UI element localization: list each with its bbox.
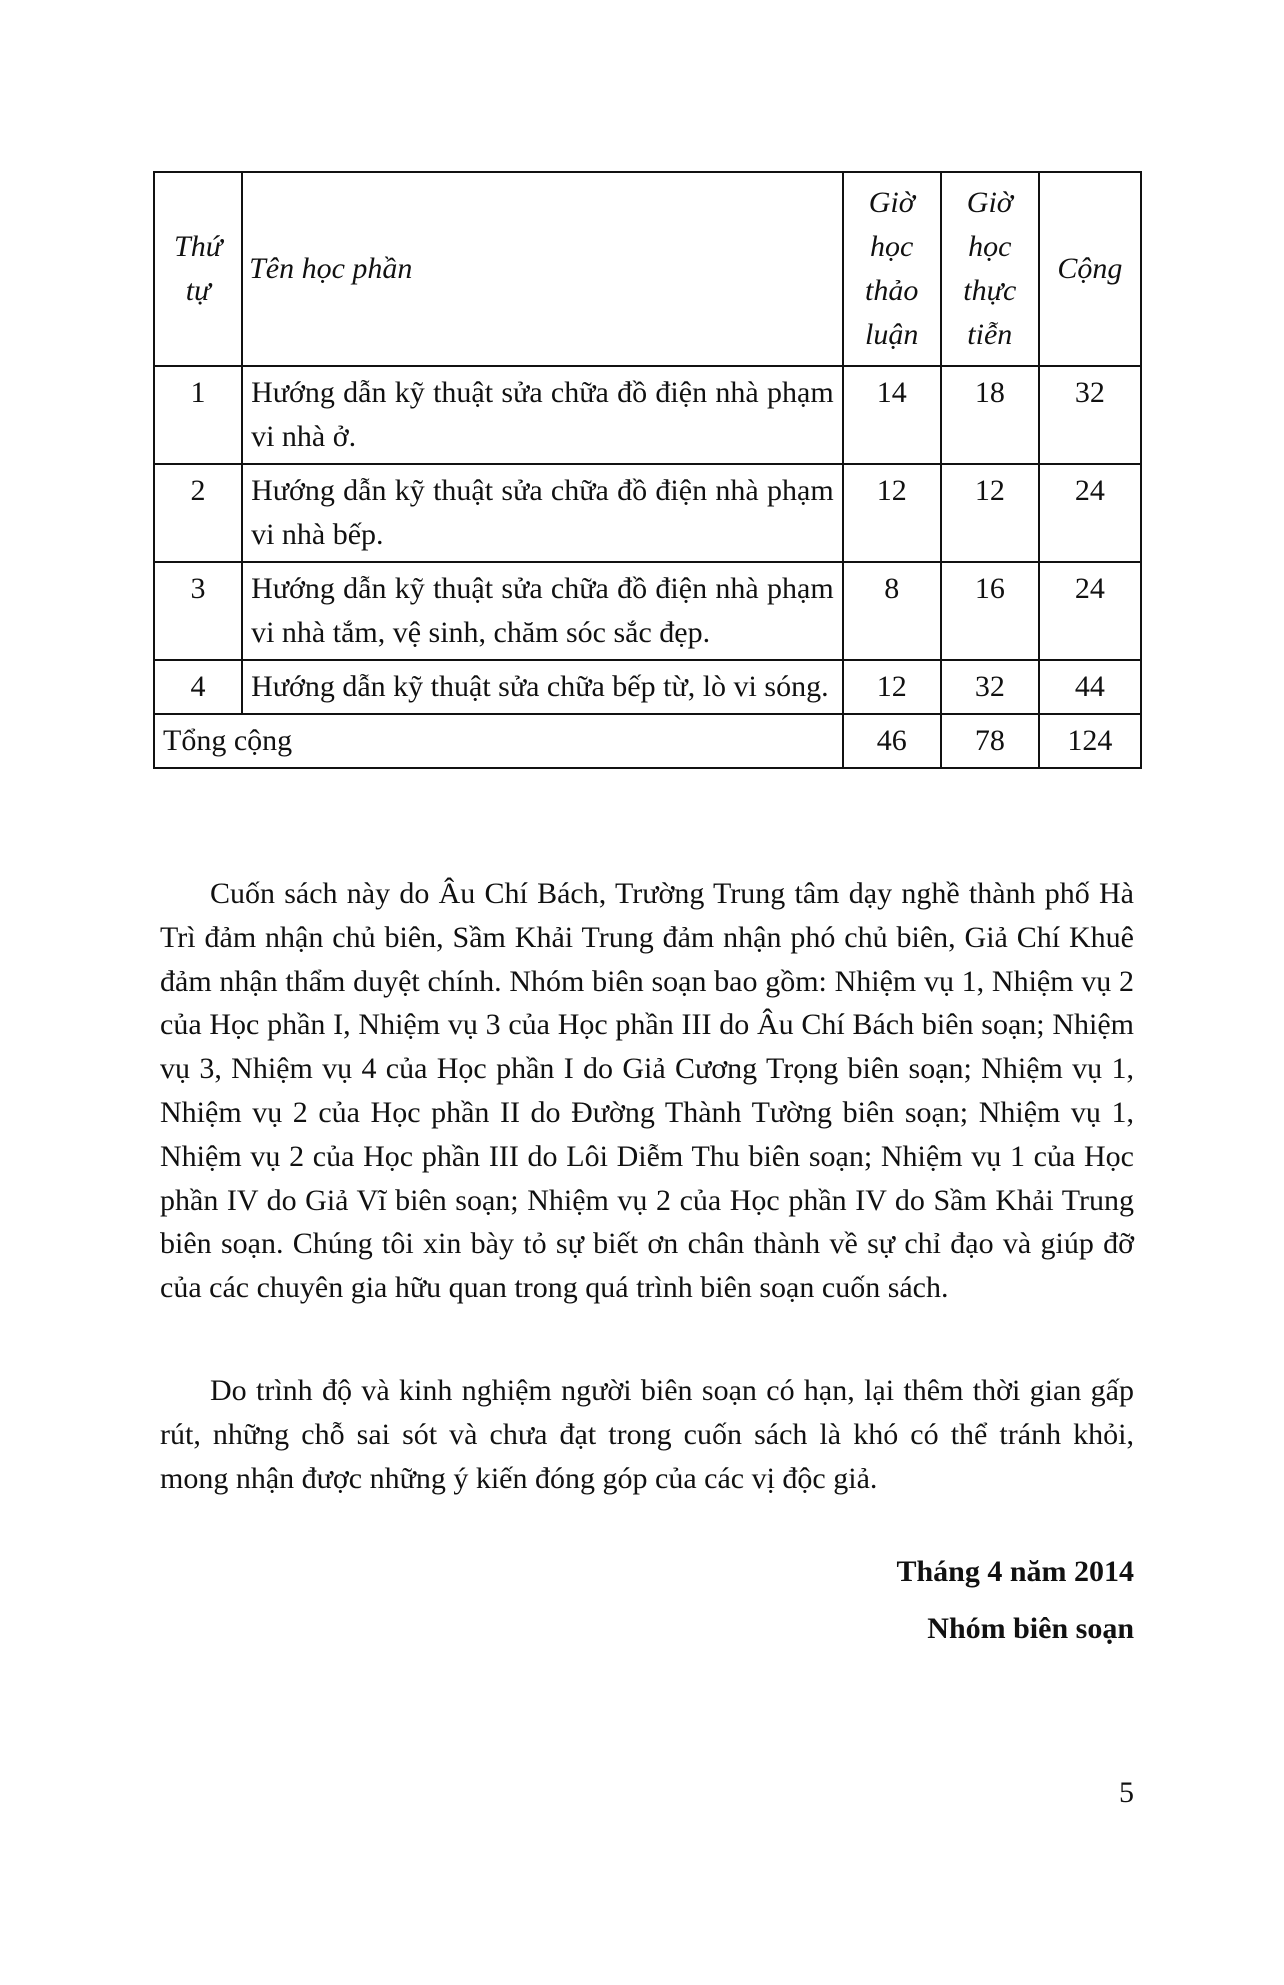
header-name: Tên học phần (242, 172, 843, 366)
row-practice-hours: 12 (941, 464, 1039, 562)
header-practice-line: Giờ (966, 186, 1013, 219)
header-practice-hours (941, 172, 1039, 366)
row-total: 44 (1039, 660, 1141, 714)
header-discussion-hours (843, 172, 941, 366)
header-order-line: tự (185, 274, 211, 307)
header-discussion-line: luận (865, 318, 919, 351)
row-discussion-hours: 14 (843, 366, 941, 464)
header-practice-line: thực (963, 274, 1017, 307)
grand-total-discussion: 46 (843, 714, 941, 768)
row-order: 1 (154, 366, 242, 464)
row-order: 4 (154, 660, 242, 714)
row-name: Hướng dẫn kỹ thuật sửa chữa đồ điện nhà phạm vi nhà tắm, vệ sinh, chăm sóc sắc đẹp. (242, 562, 843, 660)
signature-date: Tháng 4 năm 2014 (896, 1555, 1134, 1588)
header-practice-line: tiễn (967, 318, 1013, 351)
header-order-line: Thứ (174, 230, 223, 263)
paragraph-apology: Do trình độ và kinh nghiệm người biên soạn có hạn, lại thêm thời gian gấp rút, những chỗ sai sót và chưa đạt trong cuốn sách là khó có thể tránh khỏi, mong nhận được những ý kiến đóng góp của các vị độc giả. (160, 1374, 1134, 1495)
table-total-row (154, 714, 1141, 768)
signature-author: Nhóm biên soạn (927, 1612, 1134, 1645)
row-discussion-hours: 8 (843, 562, 941, 660)
row-order: 3 (154, 562, 242, 660)
grand-total-practice: 78 (941, 714, 1039, 768)
header-practice-line: học (968, 230, 1012, 263)
header-discussion-line: thảo (865, 274, 919, 307)
table-row (154, 464, 1141, 562)
table-header-row (154, 172, 1141, 366)
header-discussion-line: học (870, 230, 914, 263)
paragraph-credits: Cuốn sách này do Âu Chí Bách, Trường Trung tâm dạy nghề thành phố Hà Trì đảm nhận chủ biên, Sầm Khải Trung đảm nhận phó chủ biên, Giả Chí Khuê đảm nhận thẩm duyệt chính. Nhóm biên soạn bao gồm: Nhiệm vụ 1, Nhiệm vụ 2 của Học phần I, Nhiệm vụ 3 của Học phần III do Âu Chí Bách biên soạn; Nhiệm vụ 3, Nhiệm vụ 4 của Học phần I do Giả Cương Trọng biên soạn; Nhiệm vụ 1, Nhiệm vụ 2 của Học phần II do Đường Thành Tường biên soạn; Nhiệm vụ 1, Nhiệm vụ 2 của Học phần III do Lôi Diễm Thu biên soạn; Nhiệm vụ 1 của Học phần IV do Giả Vĩ biên soạn; Nhiệm vụ 2 của Học phần IV do Sầm Khải Trung biên soạn. Chúng tôi xin bày tỏ sự biết ơn chân thành về sự chỉ đạo và giúp đỡ của các chuyên gia hữu quan trong quá trình biên soạn cuốn sách. (160, 877, 1134, 1305)
header-order (154, 172, 242, 366)
header-total: Cộng (1039, 172, 1141, 366)
grand-total-sum: 124 (1039, 714, 1141, 768)
table-row (154, 562, 1141, 660)
grand-total-label: Tổng cộng (154, 714, 843, 768)
row-name: Hướng dẫn kỹ thuật sửa chữa bếp từ, lò vi sóng. (242, 660, 843, 714)
row-discussion-hours: 12 (843, 660, 941, 714)
row-name: Hướng dẫn kỹ thuật sửa chữa đồ điện nhà phạm vi nhà ở. (242, 366, 843, 464)
row-practice-hours: 18 (941, 366, 1039, 464)
row-practice-hours: 32 (941, 660, 1039, 714)
row-discussion-hours: 12 (843, 464, 941, 562)
table-row (154, 660, 1141, 714)
table-row (154, 366, 1141, 464)
page-number: 5 (1119, 1776, 1134, 1809)
header-discussion-line: Giờ (868, 186, 915, 219)
row-total: 24 (1039, 562, 1141, 660)
row-total: 32 (1039, 366, 1141, 464)
row-practice-hours: 16 (941, 562, 1039, 660)
row-name: Hướng dẫn kỹ thuật sửa chữa đồ điện nhà phạm vi nhà bếp. (242, 464, 843, 562)
curriculum-table (153, 171, 1142, 769)
row-order: 2 (154, 464, 242, 562)
row-total: 24 (1039, 464, 1141, 562)
